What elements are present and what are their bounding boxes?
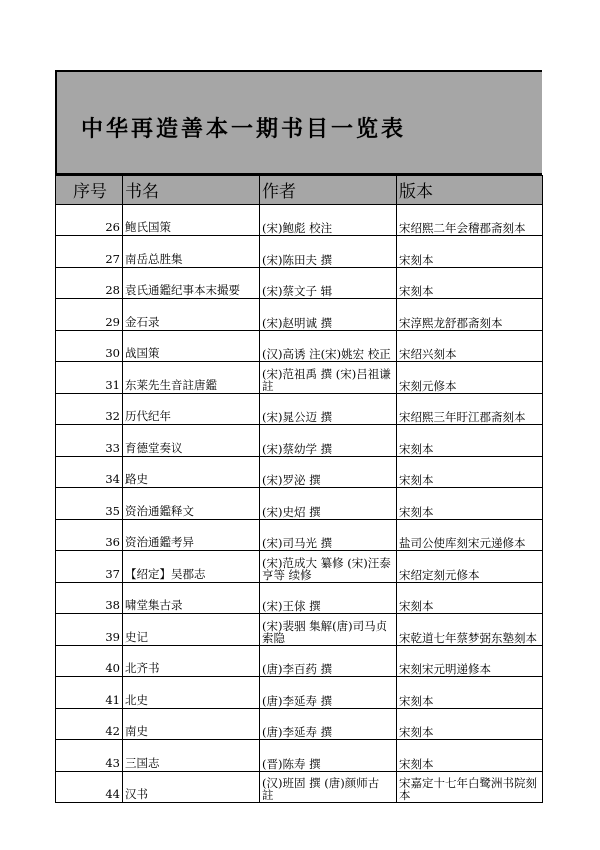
table-row: [56, 771, 543, 803]
cell-author[interactable]: (宋)鲍彪 校注: [260, 204, 397, 236]
table-row: [56, 740, 543, 772]
cell-edition[interactable]: 宋乾道七年蔡梦弼东塾刻本: [397, 614, 543, 646]
cell-edition[interactable]: 宋刻本: [397, 582, 543, 614]
cell-name[interactable]: 【绍定】吴郡志: [123, 551, 260, 583]
table-row: [56, 645, 543, 677]
table-row: [56, 551, 543, 583]
cell-seq[interactable]: 34: [56, 456, 123, 488]
cell-edition[interactable]: 宋刻本: [397, 740, 543, 772]
spreadsheet: [55, 70, 542, 803]
cell-edition[interactable]: 宋刻本: [397, 708, 543, 740]
cell-seq[interactable]: 28: [56, 267, 123, 299]
cell-name[interactable]: 北史: [123, 677, 260, 709]
table-row: [56, 204, 543, 236]
cell-edition[interactable]: 宋刻本: [397, 677, 543, 709]
cell-name[interactable]: 资治通鑑释文: [123, 488, 260, 520]
cell-name[interactable]: 南史: [123, 708, 260, 740]
cell-seq[interactable]: 32: [56, 393, 123, 425]
cell-author[interactable]: (汉)高诱 注(宋)姚宏 校正: [260, 330, 397, 362]
cell-name[interactable]: 史记: [123, 614, 260, 646]
table-row: [56, 488, 543, 520]
table-row: [56, 393, 543, 425]
table-row: [56, 677, 543, 709]
cell-name[interactable]: 育德堂奏议: [123, 425, 260, 457]
cell-edition[interactable]: 宋绍熙二年会稽郡斋刻本: [397, 204, 543, 236]
cell-seq[interactable]: 37: [56, 551, 123, 583]
header-row: [56, 176, 543, 205]
cell-edition[interactable]: 宋嘉定十七年白鹭洲书院刻本: [397, 771, 543, 803]
title-band: [55, 70, 542, 175]
cell-edition[interactable]: 宋绍定刻元修本: [397, 551, 543, 583]
cell-seq[interactable]: 43: [56, 740, 123, 772]
header-name[interactable]: 书名: [123, 176, 260, 205]
cell-seq[interactable]: 31: [56, 362, 123, 394]
cell-author[interactable]: (宋)范祖禹 撰 (宋)吕祖谦 註: [260, 362, 397, 394]
table-row: [56, 614, 543, 646]
cell-name[interactable]: 三国志: [123, 740, 260, 772]
cell-seq[interactable]: 27: [56, 236, 123, 268]
cell-author[interactable]: (唐)李延寿 撰: [260, 677, 397, 709]
cell-edition[interactable]: 宋绍熙三年盱江郡斋刻本: [397, 393, 543, 425]
header-edition[interactable]: 版本: [397, 176, 543, 205]
cell-author[interactable]: (唐)李百药 撰: [260, 645, 397, 677]
cell-author[interactable]: (宋)王俅 撰: [260, 582, 397, 614]
table-row: [56, 456, 543, 488]
catalog-table: [55, 175, 543, 803]
cell-name[interactable]: 战国策: [123, 330, 260, 362]
cell-author[interactable]: (宋)晁公迈 撰: [260, 393, 397, 425]
header-author[interactable]: 作者: [260, 176, 397, 205]
cell-seq[interactable]: 44: [56, 771, 123, 803]
cell-author[interactable]: (宋)裴骃 集解(唐)司马贞 索隐: [260, 614, 397, 646]
cell-author[interactable]: (宋)蔡文子 辑: [260, 267, 397, 299]
table-row: [56, 236, 543, 268]
table-row: [56, 299, 543, 331]
table-row: [56, 708, 543, 740]
cell-author[interactable]: (宋)蔡幼学 撰: [260, 425, 397, 457]
header-seq[interactable]: 序号: [56, 176, 123, 205]
cell-name[interactable]: 资治通鑑考异: [123, 519, 260, 551]
cell-seq[interactable]: 30: [56, 330, 123, 362]
table-row: [56, 330, 543, 362]
cell-seq[interactable]: 33: [56, 425, 123, 457]
cell-seq[interactable]: 29: [56, 299, 123, 331]
cell-author[interactable]: (宋)罗泌 撰: [260, 456, 397, 488]
cell-seq[interactable]: 42: [56, 708, 123, 740]
cell-author[interactable]: (宋)史炤 撰: [260, 488, 397, 520]
cell-author[interactable]: (宋)范成大 纂修 (宋)汪泰亨等 续修: [260, 551, 397, 583]
cell-author[interactable]: (晋)陈寿 撰: [260, 740, 397, 772]
table-row: [56, 267, 543, 299]
cell-name[interactable]: 金石录: [123, 299, 260, 331]
cell-edition[interactable]: 宋刻本: [397, 456, 543, 488]
table-row: [56, 425, 543, 457]
cell-name[interactable]: 汉书: [123, 771, 260, 803]
cell-name[interactable]: 啸堂集古录: [123, 582, 260, 614]
cell-name[interactable]: 路史: [123, 456, 260, 488]
cell-author[interactable]: (宋)司马光 撰: [260, 519, 397, 551]
cell-name[interactable]: 历代纪年: [123, 393, 260, 425]
cell-seq[interactable]: 39: [56, 614, 123, 646]
cell-name[interactable]: 东莱先生音註唐鑑: [123, 362, 260, 394]
page-title: 中华再造善本一期书目一览表: [81, 117, 407, 142]
cell-seq[interactable]: 26: [56, 204, 123, 236]
cell-edition[interactable]: 宋刻本: [397, 236, 543, 268]
cell-edition[interactable]: 宋刻元修本: [397, 362, 543, 394]
cell-author[interactable]: (汉)班固 撰 (唐)颜师古 註: [260, 771, 397, 803]
cell-seq[interactable]: 35: [56, 488, 123, 520]
cell-name[interactable]: 北齐书: [123, 645, 260, 677]
cell-edition[interactable]: 宋刻本: [397, 488, 543, 520]
cell-name[interactable]: 鲍氏国策: [123, 204, 260, 236]
cell-seq[interactable]: 38: [56, 582, 123, 614]
table-row: [56, 519, 543, 551]
cell-author[interactable]: (唐)李延寿 撰: [260, 708, 397, 740]
cell-edition[interactable]: 宋刻本: [397, 425, 543, 457]
cell-author[interactable]: (宋)赵明诚 撰: [260, 299, 397, 331]
table-row: [56, 582, 543, 614]
cell-edition[interactable]: 宋刻本: [397, 267, 543, 299]
cell-edition[interactable]: 宋绍兴刻本: [397, 330, 543, 362]
cell-name[interactable]: 南岳总胜集: [123, 236, 260, 268]
table-row: [56, 362, 543, 394]
cell-seq[interactable]: 40: [56, 645, 123, 677]
cell-name[interactable]: 袁氏通鑑纪事本末撮要: [123, 267, 260, 299]
cell-edition[interactable]: 盐司公使库刻宋元递修本: [397, 519, 543, 551]
cell-edition[interactable]: 宋刻宋元明递修本: [397, 645, 543, 677]
cell-seq[interactable]: 41: [56, 677, 123, 709]
cell-author[interactable]: (宋)陈田夫 撰: [260, 236, 397, 268]
cell-seq[interactable]: 36: [56, 519, 123, 551]
cell-edition[interactable]: 宋淳熙龙舒郡斋刻本: [397, 299, 543, 331]
